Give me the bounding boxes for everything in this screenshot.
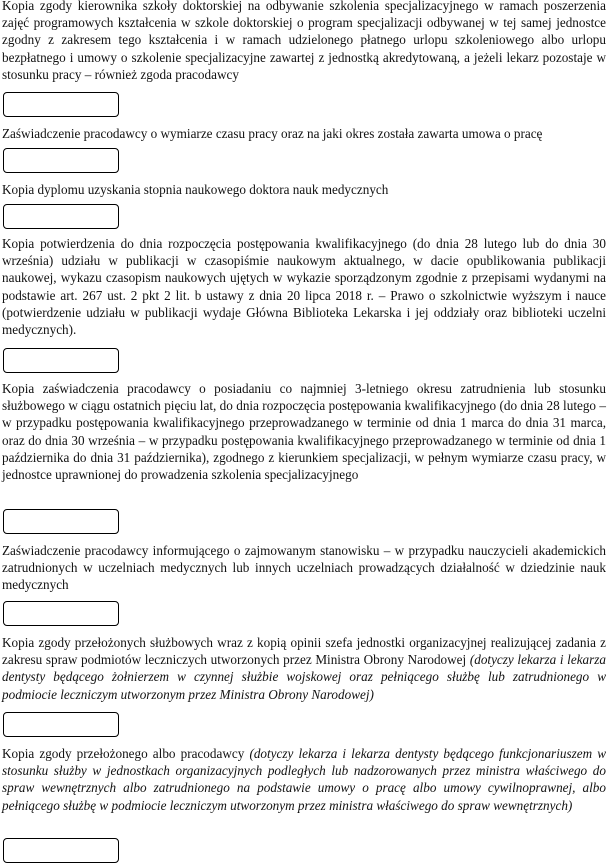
item-8-text	[2, 745, 606, 814]
item-1-lead: Kopia zgody kierownika szkoły doktorskiej na odbywanie szkolenia specjalizacyjnego w ramach poszerzenia zajęć programowych kształcenia w szkole doktorskiej o program specjalizacji odbywanej w tej samej jednostce zgodny z zakresem tego kształcenia i w ramach udzielonego płatnego urlopu szkoleniowego albo urlopu bezpłatnego i umowy o szkolenie specjalizacyjne zawartej z jednostką akredytowaną, a jeżeli lekarz pozostaje w stosunku pracy – również zgoda pracodawcy	[2, 0, 606, 82]
item-4-text	[2, 235, 606, 338]
item-2-checkbox[interactable]	[3, 148, 119, 173]
item-3-lead: Kopia dyplomu uzyskania stopnia naukowego doktora nauk medycznych	[2, 182, 389, 197]
item-5-text	[2, 380, 606, 483]
item-3-checkbox[interactable]	[3, 204, 119, 229]
item-5-checkbox[interactable]	[3, 509, 119, 534]
item-2-text	[2, 125, 606, 142]
item-7-text	[2, 634, 606, 703]
item-7-checkbox[interactable]	[3, 712, 119, 737]
item-6-checkbox[interactable]	[3, 601, 119, 626]
item-6-lead: Zaświadczenie pracodawcy informującego o zajmowanym stanowisku – w przypadku nauczycieli akademickich zatrudnionych w uczelniach medycznych lub innych uczelniach prowadzących działalność w dziedzinie nauk medycznych	[2, 543, 606, 593]
item-7-lead: Kopia zgody przełożonych służbowych wraz z kopią opinii szefa jednostki organizacyjnej realizującej zadania z zakresu spraw podmiotów leczniczych utworzonych przez Ministra Obrony Narodowej	[2, 635, 606, 668]
item-3-text	[2, 181, 606, 198]
item-1-text	[2, 0, 606, 83]
item-4-lead: Kopia potwierdzenia do dnia rozpoczęcia postępowania kwalifikacyjnego (do dnia 28 lutego lub do dnia 30 września) udziału w publikacji w czasopiśmie naukowym aktualnego, w dacie opublikowania publikacji naukowej, wykazu czasopism naukowych ujętych w wykazie sporządzonym zgodnie z przepisami wydanymi na podstawie art. 267 ust. 2 pkt 2 lit. b ustawy z dnia 20 lipca 2018 r. – Prawo o szkolnictwie wyższym i nauce (potwierdzenie udziału w publikacji wydaje Główna Biblioteka Lekarska i jej oddziały oraz biblioteki uczelni medycznych).	[2, 236, 606, 338]
item-8-checkbox[interactable]	[3, 838, 119, 863]
item-8-note: (dotyczy lekarza i lekarza dentysty będącego funkcjonariuszem w stosunku służby w jednostkach organizacyjnych podległych lub nadzorowanych przez ministra właściwego do spraw wewnętrznych albo zatrudnionego na podstawie umowy o pracę albo umowy cywilnoprawnej, albo pełniącego służbę w podmiocie leczniczym utworzonym przez ministra właściwego do spraw wewnętrznych)	[2, 746, 606, 813]
item-6-text	[2, 542, 606, 594]
item-5-lead: Kopia zaświadczenia pracodawcy o posiadaniu co najmniej 3-letniego okresu zatrudnienia lub stosunku służbowego w ciągu ostatnich pięciu lat, do dnia rozpoczęcia postępowania kwalifikacyjnego (do dnia 28 lutego – w przypadku postępowania kwalifikacyjnego przeprowadzanego w terminie od dnia 1 marca do dnia 31 marca, oraz do dnia 30 września – w przypadku postępowania kwalifikacyjnego przeprowadzanego w terminie od dnia 1 października do dnia 31 października), zgodnego z kierunkiem specjalizacji, w pełnym wymiarze czasu pracy, w jednostce uprawnionej do prowadzenia szkolenia specjalizacyjnego	[2, 381, 606, 483]
item-8-lead: Kopia zgody przełożonego albo pracodawcy	[2, 746, 245, 761]
item-7-note: (dotyczy lekarza i lekarza dentysty będącego żołnierzem w czynnej służbie wojskowej oraz pełniącego służbę lub zatrudnionego w podmiocie leczniczym utworzonym przez Ministra Obrony Narodowej)	[2, 652, 606, 702]
item-4-checkbox[interactable]	[3, 348, 119, 373]
item-2-lead: Zaświadczenie pracodawcy o wymiarze czasu pracy oraz na jaki okres została zawarta umowa o pracę	[2, 126, 543, 141]
item-1-checkbox[interactable]	[3, 92, 119, 117]
